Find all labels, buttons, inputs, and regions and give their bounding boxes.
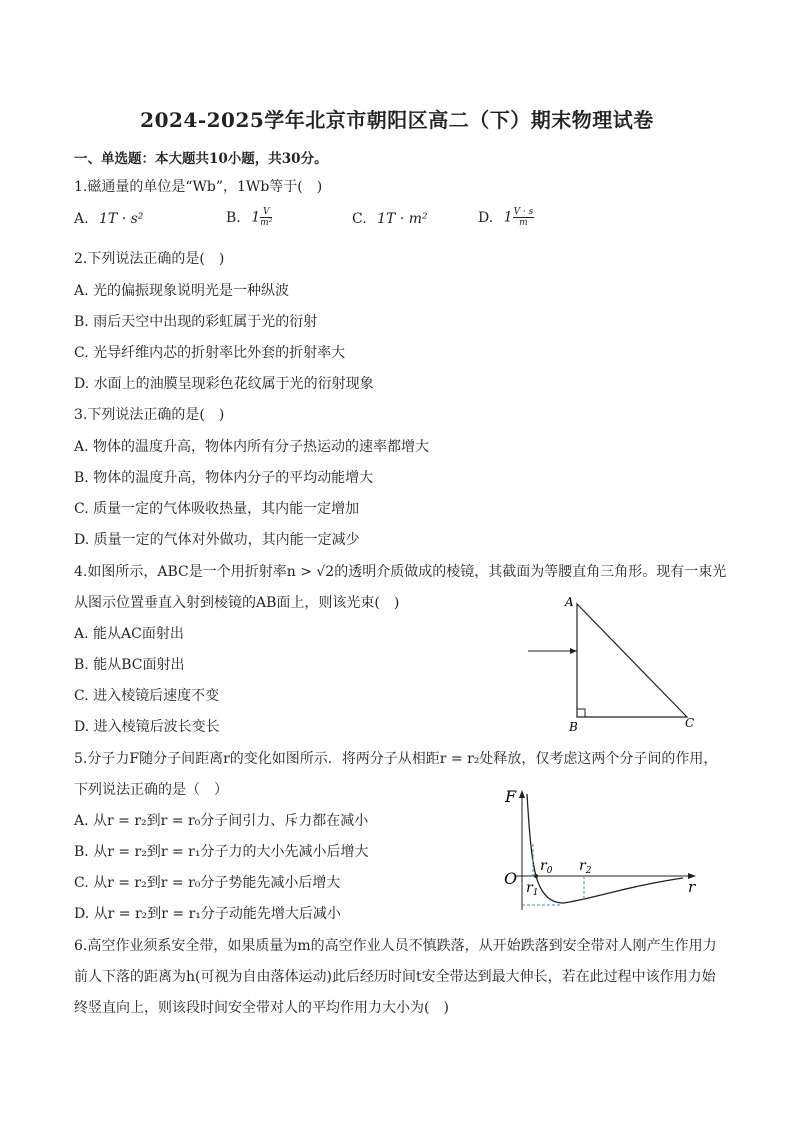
question-6-line1: 6.高空作业须系安全带，如果质量为m的高空作业人员不慎跌落，从开始跌落到安全带对人刚产生作用力 bbox=[74, 938, 717, 954]
fraction bbox=[260, 207, 272, 228]
q5-option-d: D. 从r = r₂到r = r₁分子动能先增大后减小 bbox=[74, 906, 341, 922]
q5-option-a: A. 从r = r₂到r = r₀分子间引力、斥力都在减小 bbox=[74, 813, 369, 829]
label-f: F bbox=[505, 787, 517, 806]
q1-option-d bbox=[478, 207, 534, 228]
option-prefix: 1 bbox=[503, 209, 513, 226]
label-c: C bbox=[685, 716, 695, 730]
numerator: V bbox=[260, 207, 272, 218]
prism-figure bbox=[520, 590, 700, 735]
q4-option-b: B. 能从BC面射出 bbox=[74, 657, 185, 673]
question-6-line3: 终竖直向上，则该段时间安全带对人的平均作用力大小为( ) bbox=[74, 1000, 449, 1016]
option-key: B. bbox=[226, 209, 241, 226]
question-2-stem: 2.下列说法正确的是( ) bbox=[74, 251, 225, 267]
q4-option-a: A. 能从AC面射出 bbox=[74, 626, 184, 642]
label-r2-main: r bbox=[579, 858, 586, 874]
q2-option-a: A. 光的偏振现象说明光是一种纵波 bbox=[74, 283, 290, 299]
fraction bbox=[513, 207, 535, 228]
q1-option-b bbox=[226, 207, 272, 228]
option-text: 1T · m² bbox=[377, 211, 428, 227]
label-r1-main: r bbox=[526, 880, 533, 896]
option-prefix: 1 bbox=[251, 209, 261, 226]
option-key: A. bbox=[74, 211, 89, 227]
option-text: 1T · s² bbox=[99, 211, 144, 227]
q5-option-c: C. 从r = r₂到r = r₀分子势能先减小后增大 bbox=[74, 875, 341, 891]
question-4-stem-line2: 从图示位置垂直入射到棱镜的AB面上，则该光束( ) bbox=[74, 595, 400, 611]
q2-option-c: C. 光导纤维内芯的折射率比外套的折射率大 bbox=[74, 345, 346, 361]
prism-triangle bbox=[577, 604, 687, 717]
exam-title: 2024-2025学年北京市朝阳区高二（下）期末物理试卷 bbox=[140, 108, 654, 132]
q1-option-a bbox=[74, 211, 143, 227]
label-r2-sub: 2 bbox=[585, 866, 592, 876]
q4-option-d: D. 进入棱镜后波长变长 bbox=[74, 719, 220, 735]
q2-option-b: B. 雨后天空中出现的彩虹属于光的衍射 bbox=[74, 314, 318, 330]
question-5-stem-line2: 下列说法正确的是（ ） bbox=[74, 782, 228, 798]
q2-option-d: D. 水面上的油膜呈现彩色花纹属于光的衍射现象 bbox=[74, 376, 374, 392]
label-r-axis: r bbox=[688, 878, 696, 896]
label-o: O bbox=[504, 869, 518, 888]
question-4-stem-line1: 4.如图所示，ABC是一个用折射率n > √2的透明介质做成的棱镜，其截面为等腰直角三角形。现有一束光 bbox=[74, 564, 727, 580]
numerator: V · s bbox=[513, 207, 534, 217]
f-axis-arrow bbox=[519, 790, 525, 798]
denominator: m² bbox=[260, 218, 273, 228]
question-5-stem-line1: 5.分子力F随分子间距离r的变化如图所示．将两分子从相距r = r₂处释放，仅考虑这两个分子间的作用， bbox=[74, 751, 718, 767]
label-r1 bbox=[526, 880, 538, 898]
section-heading: 一、单选题：本大题共10小题，共30分。 bbox=[74, 151, 328, 167]
label-b: B bbox=[569, 720, 578, 734]
r0-point bbox=[534, 874, 538, 878]
molecular-force-figure bbox=[498, 782, 708, 922]
label-a: A bbox=[565, 595, 574, 609]
option-key: C. bbox=[352, 211, 367, 227]
force-curve bbox=[527, 794, 683, 903]
q1-option-c bbox=[352, 211, 428, 227]
arrow-head bbox=[570, 648, 577, 654]
q3-option-a: A. 物体的温度升高，物体内所有分子热运动的速率都增大 bbox=[74, 439, 430, 455]
label-r0 bbox=[540, 858, 553, 876]
label-r0-sub: 0 bbox=[546, 866, 553, 876]
question-1-stem: 1.磁通量的单位是“Wb”，1Wb等于( ) bbox=[74, 179, 323, 195]
denominator: m bbox=[519, 218, 528, 228]
label-r2 bbox=[579, 858, 592, 876]
q3-option-b: B. 物体的温度升高，物体内分子的平均动能增大 bbox=[74, 470, 374, 486]
question-6-line2: 前人下落的距离为h(可视为自由落体运动)此后经历时间t安全带达到最大伸长，若在此过程中该作用力始 bbox=[74, 969, 716, 985]
label-r0-main: r bbox=[540, 858, 547, 874]
question-3-stem: 3.下列说法正确的是( ) bbox=[74, 407, 225, 423]
q4-option-c: C. 进入棱镜后速度不变 bbox=[74, 688, 220, 704]
right-angle-mark bbox=[577, 709, 585, 717]
q5-option-b: B. 从r = r₂到r = r₁分子力的大小先减小后增大 bbox=[74, 844, 369, 860]
label-r1-sub: 1 bbox=[532, 888, 539, 898]
q3-option-c: C. 质量一定的气体吸收热量，其内能一定增加 bbox=[74, 501, 360, 517]
q3-option-d: D. 质量一定的气体对外做功，其内能一定减少 bbox=[74, 532, 360, 548]
option-key: D. bbox=[478, 209, 494, 226]
